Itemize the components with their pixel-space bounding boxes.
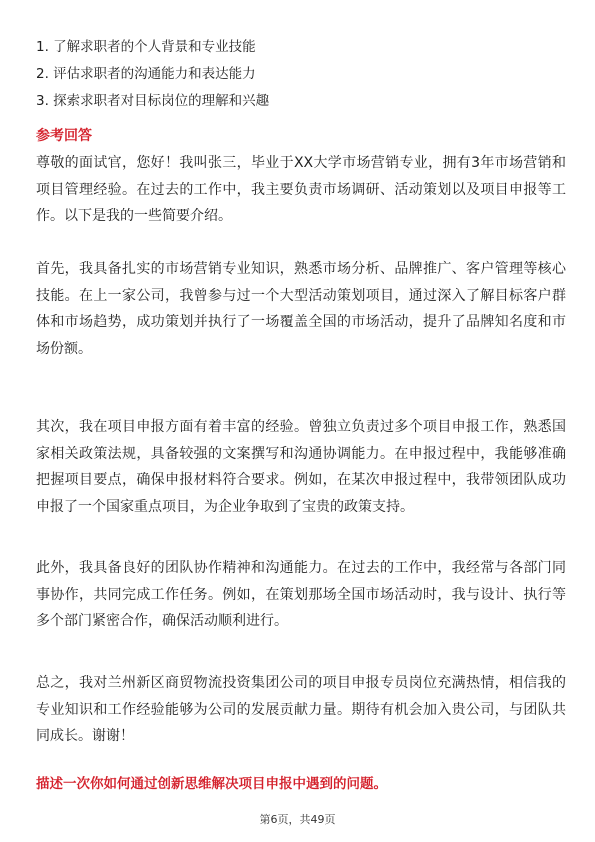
answer-paragraph-teamwork: 此外，我具备良好的团队协作精神和沟通能力。在过去的工作中，我经常与各部门同事协作，共同完成工作任务。例如，在策划那场全国市场活动时，我与设计、执行等多个部门紧密合作，确保活动顺利进行。 [36,560,566,629]
page-footer: 第6页，共49页 [259,813,336,826]
list-item: 2. 评估求职者的沟通能力和表达能力 [36,66,256,82]
next-question-heading: 描述一次你如何通过创新思维解决项目申报中遇到的问题。 [36,776,387,792]
list-item: 3. 探索求职者对目标岗位的理解和兴趣 [36,93,270,109]
answer-paragraph-conclusion: 总之，我对兰州新区商贸物流投资集团公司的项目申报专员岗位充满热情，相信我的专业知识和工作经验能够为公司的发展贡献力量。期待有机会加入贵公司，与团队共同成长。谢谢！ [36,675,566,744]
reference-answer-heading: 参考回答 [36,128,92,144]
list-item: 1. 了解求职者的个人背景和专业技能 [36,39,256,55]
interview-purpose-list [36,34,566,115]
answer-paragraph-application: 其次，我在项目申报方面有着丰富的经验。曾独立负责过多个项目申报工作，熟悉国家相关政策法规，具备较强的文案撰写和沟通协调能力。在申报过程中，我能够准确把握项目要点，确保申报材料符合要求。例如，在某次申报过程中，我带领团队成功申报了一个国家重点项目，为企业争取到了宝贵的政策支持。 [36,419,566,515]
answer-paragraph-marketing: 首先，我具备扎实的市场营销专业知识，熟悉市场分析、品牌推广、客户管理等核心技能。在上一家公司，我曾参与过一个大型活动策划项目，通过深入了解目标客户群体和市场趋势，成功策划并执行了一场覆盖全国的市场活动，提升了品牌知名度和市场份额。 [36,261,566,357]
answer-paragraph-intro: 尊敬的面试官，您好！我叫张三，毕业于XX大学市场营销专业，拥有3年市场营销和项目管理经验。在过去的工作中，我主要负责市场调研、活动策划以及项目申报等工作。以下是我的一些简要介绍。 [36,155,566,224]
